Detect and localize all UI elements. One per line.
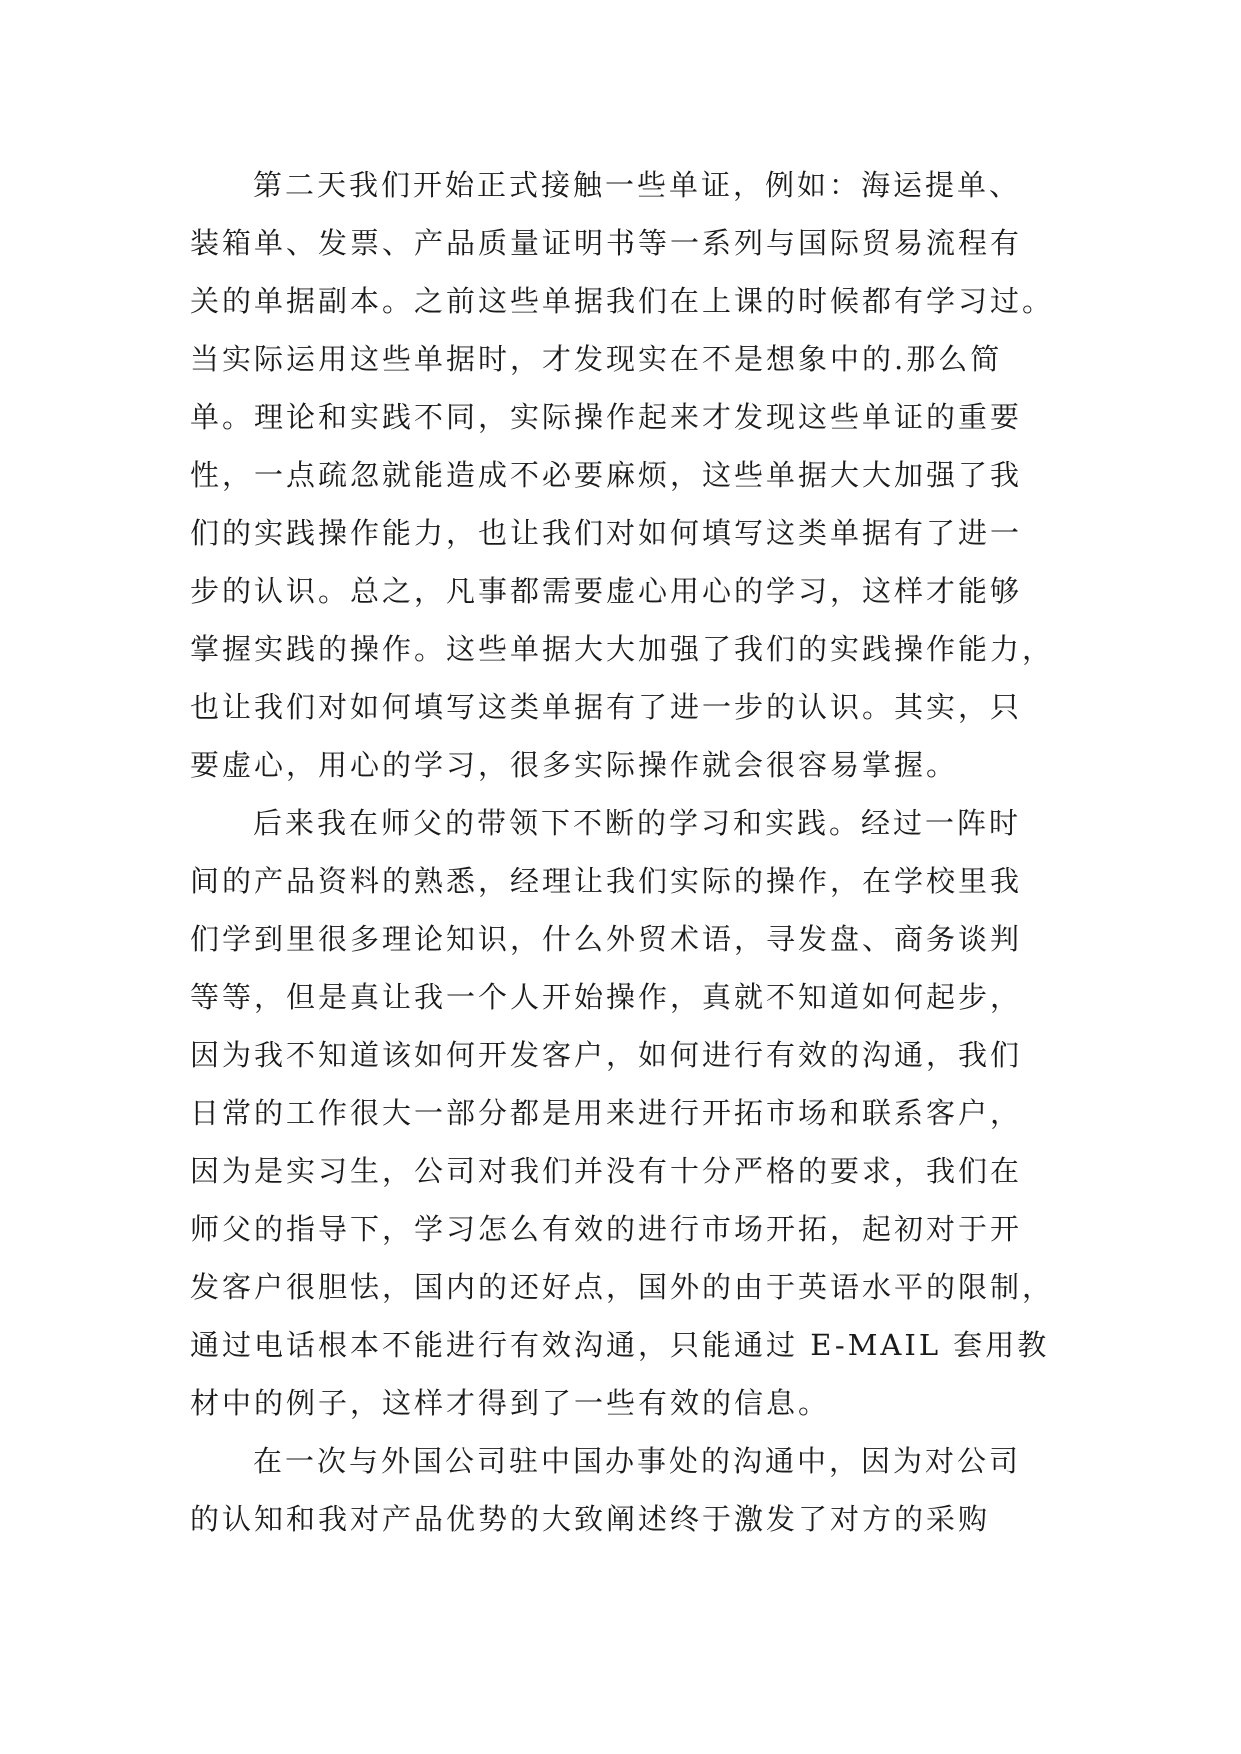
text-line: 第二天我们开始正式接触一些单证，例如：海运提单、 bbox=[253, 168, 1022, 202]
text-line: 等等，但是真让我一个人开始操作，真就不知道如何起步， bbox=[190, 980, 1023, 1014]
text-line: 性，一点疏忽就能造成不必要麻烦，这些单据大大加强了我 bbox=[190, 458, 1023, 492]
text-line: 也让我们对如何填写这类单据有了进一步的认识。其实，只 bbox=[190, 690, 1023, 724]
text-line: 要虚心，用心的学习，很多实际操作就会很容易掌握。 bbox=[190, 748, 959, 782]
text-line: 单。理论和实践不同，实际操作起来才发现这些单证的重要 bbox=[190, 400, 1023, 434]
text-line: 关的单据副本。之前这些单据我们在上课的时候都有学习过。 bbox=[190, 284, 1055, 318]
text-line: 们学到里很多理论知识，什么外贸术语，寻发盘、商务谈判 bbox=[190, 922, 1023, 956]
text-line: 当实际运用这些单据时，才发现实在不是想象中的.那么简 bbox=[190, 342, 1003, 376]
text-line: 材中的例子，这样才得到了一些有效的信息。 bbox=[190, 1386, 831, 1420]
text-line: 因为是实习生，公司对我们并没有十分严格的要求，我们在 bbox=[190, 1154, 1023, 1188]
text-line: 装箱单、发票、产品质量证明书等一系列与国际贸易流程有 bbox=[190, 226, 1023, 260]
text-line: 在一次与外国公司驻中国办事处的沟通中，因为对公司 bbox=[253, 1444, 1022, 1478]
text-line: 掌握实践的操作。这些单据大大加强了我们的实践操作能力， bbox=[190, 632, 1055, 666]
text-line: 日常的工作很大一部分都是用来进行开拓市场和联系客户， bbox=[190, 1096, 1023, 1130]
paragraph-1 bbox=[190, 156, 1090, 794]
text-line: 通过电话根本不能进行有效沟通，只能通过 E-MAIL 套用教 bbox=[190, 1328, 1050, 1362]
text-line: 师父的指导下，学习怎么有效的进行市场开拓，起初对于开 bbox=[190, 1212, 1023, 1246]
text-line: 步的认识。总之，凡事都需要虚心用心的学习，这样才能够 bbox=[190, 574, 1023, 608]
text-line: 们的实践操作能力，也让我们对如何填写这类单据有了进一 bbox=[190, 516, 1023, 550]
text-line: 后来我在师父的带领下不断的学习和实践。经过一阵时 bbox=[253, 806, 1022, 840]
text-line: 的认知和我对产品优势的大致阐述终于激发了对方的采购 bbox=[190, 1502, 991, 1536]
text-line: 因为我不知道该如何开发客户，如何进行有效的沟通，我们 bbox=[190, 1038, 1023, 1072]
document-body bbox=[190, 156, 1090, 1548]
paragraph-3 bbox=[190, 1432, 1090, 1548]
text-line: 发客户很胆怯，国内的还好点，国外的由于英语水平的限制， bbox=[190, 1270, 1055, 1304]
paragraph-2 bbox=[190, 794, 1090, 1432]
text-line: 间的产品资料的熟悉，经理让我们实际的操作，在学校里我 bbox=[190, 864, 1023, 898]
